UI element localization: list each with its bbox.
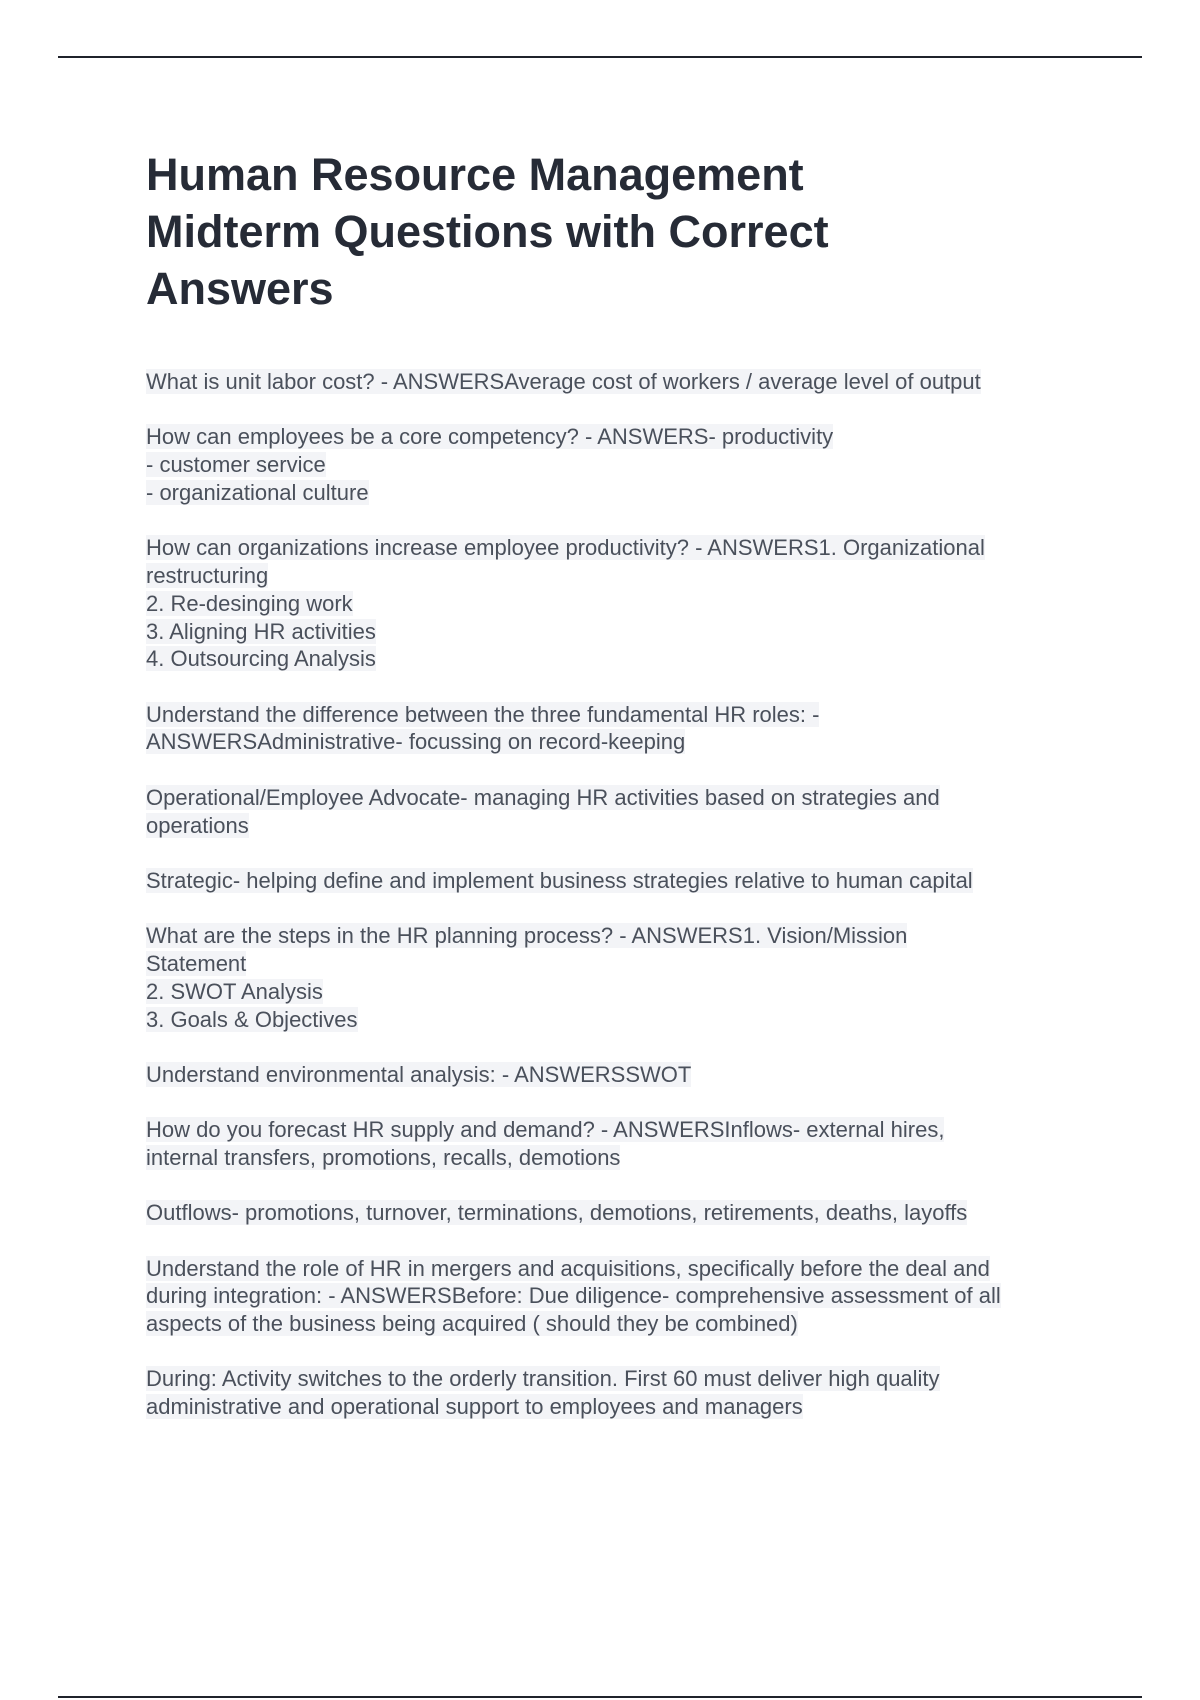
text-line-content: restructuring <box>146 562 269 588</box>
qa-paragraph <box>146 1365 1096 1421</box>
top-rule <box>58 56 1142 58</box>
text-line <box>146 1310 1096 1338</box>
qa-paragraph <box>146 1255 1096 1338</box>
text-line <box>146 784 1096 812</box>
text-line-content: 2. SWOT Analysis <box>146 978 323 1004</box>
qa-paragraph <box>146 423 1096 506</box>
text-line <box>146 1282 1096 1310</box>
qa-paragraph <box>146 1116 1096 1172</box>
qa-paragraph <box>146 1199 1096 1227</box>
qa-paragraph <box>146 1061 1096 1089</box>
text-line-content: during integration: - ANSWERSBefore: Due diligence- comprehensive assessment of all <box>146 1283 1001 1309</box>
title-line: Midterm Questions with Correct <box>146 206 829 257</box>
text-line <box>146 728 1096 756</box>
text-line-content: What is unit labor cost? - ANSWERSAverage cost of workers / average level of output <box>146 369 981 394</box>
text-line <box>146 1144 1096 1172</box>
text-line <box>146 423 1096 451</box>
text-line <box>146 701 1096 729</box>
text-line-content: - customer service <box>146 452 326 478</box>
text-line <box>146 1365 1096 1393</box>
text-line-content: Understand the role of HR in mergers and acquisitions, specifically before the deal and <box>146 1255 990 1281</box>
text-line-content: How can organizations increase employee productivity? - ANSWERS1. Organizational <box>146 535 985 561</box>
text-line <box>146 590 1096 618</box>
text-line-content: Operational/Employee Advocate- managing HR activities based on strategies and <box>146 784 940 810</box>
text-line-content: aspects of the business being acquired ( should they be combined) <box>146 1311 798 1337</box>
text-line <box>146 950 1096 978</box>
text-line-content: How can employees be a core competency? - ANSWERS- productivity <box>146 424 834 450</box>
text-line-content: Understand the difference between the three fundamental HR roles: - <box>146 701 820 727</box>
text-line-content: 4. Outsourcing Analysis <box>146 646 376 672</box>
text-line-content: administrative and operational support to employees and managers <box>146 1394 803 1420</box>
text-line <box>146 922 1096 950</box>
text-line-content: Statement <box>146 950 247 976</box>
text-line <box>146 1116 1096 1144</box>
qa-paragraph <box>146 368 1096 396</box>
qa-paragraph <box>146 701 1096 757</box>
qa-paragraph <box>146 922 1096 1033</box>
text-line-content: 3. Goals & Objectives <box>146 1006 358 1032</box>
text-line-content: internal transfers, promotions, recalls, demotions <box>146 1144 621 1170</box>
title-line: Answers <box>146 263 334 314</box>
text-line-content: During: Activity switches to the orderly transition. First 60 must deliver high quality <box>146 1366 940 1392</box>
text-line <box>146 451 1096 479</box>
text-line-content: 2. Re-desinging work <box>146 590 353 616</box>
text-line-content: ANSWERSAdministrative- focussing on record-keeping <box>146 729 686 755</box>
text-line <box>146 1393 1096 1421</box>
text-line <box>146 534 1096 562</box>
qa-paragraph <box>146 784 1096 840</box>
text-line <box>146 368 1096 396</box>
text-line-content: Outflows- promotions, turnover, terminations, demotions, retirements, deaths, layoffs <box>146 1200 968 1226</box>
text-line-content: 3. Aligning HR activities <box>146 618 376 644</box>
text-line <box>146 978 1096 1006</box>
document-body <box>146 368 1096 1449</box>
document-title <box>146 146 1046 317</box>
text-line-content: Strategic- helping define and implement business strategies relative to human capital <box>146 867 973 893</box>
text-line <box>146 618 1096 646</box>
text-line <box>146 1199 1096 1227</box>
text-line <box>146 812 1096 840</box>
text-line <box>146 1061 1096 1089</box>
text-line-content: - organizational culture <box>146 479 369 505</box>
qa-paragraph <box>146 534 1096 673</box>
text-line-content: How do you forecast HR supply and demand? - ANSWERSInflows- external hires, <box>146 1117 945 1143</box>
qa-paragraph <box>146 867 1096 895</box>
text-line <box>146 1006 1096 1034</box>
text-line-content: operations <box>146 812 249 838</box>
bottom-rule <box>58 1696 1142 1698</box>
text-line <box>146 562 1096 590</box>
text-line <box>146 645 1096 673</box>
text-line-content: Understand environmental analysis: - ANSWERSSWOT <box>146 1061 692 1087</box>
text-line <box>146 867 1096 895</box>
text-line <box>146 1255 1096 1283</box>
title-line: Human Resource Management <box>146 149 804 200</box>
text-line <box>146 479 1096 507</box>
text-line-content: What are the steps in the HR planning process? - ANSWERS1. Vision/Mission <box>146 923 908 949</box>
